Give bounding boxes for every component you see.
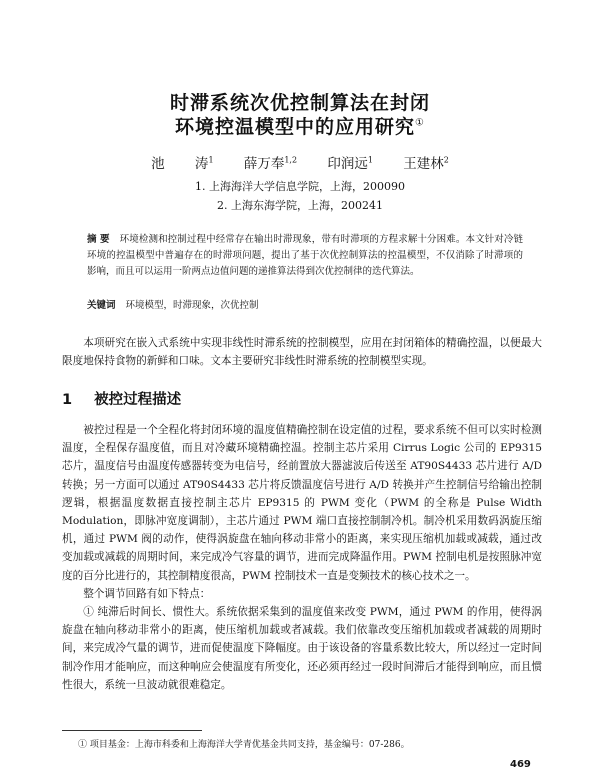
author-name: 印润远	[327, 156, 368, 172]
footnote-mark: ①	[78, 740, 88, 750]
author-name: 池 涛	[151, 156, 209, 172]
footnote	[78, 737, 410, 750]
abstract	[87, 232, 523, 280]
author	[403, 156, 449, 172]
paper-title-line-2	[60, 112, 540, 139]
author-affiliation-mark: 1,2	[284, 155, 298, 165]
author-name: 王建林	[403, 156, 444, 172]
paper-title-line-2-text: 环境控温模型中的应用研究	[175, 116, 416, 138]
section-title: 被控过程描述	[94, 392, 182, 408]
intro-text: 本项研究在嵌入式系统中实现非线性时滞系统的控制模型，应用在封闭箱体的精确控温，以便最大限度地保持食物的新鲜和口味。文本主要研究非线性时滞系统的控制模型实现。	[62, 337, 542, 368]
page-number: 469	[510, 759, 531, 770]
footnote-text: 项目基金：上海市科委和上海海洋大学青优基金共同支持，基金编号：07-286。	[89, 740, 410, 750]
author-affiliation-mark: 1	[208, 155, 214, 165]
author	[327, 156, 373, 172]
paper-title-line-1: 时滞系统次优控制算法在封闭	[169, 92, 430, 114]
abstract-label: 摘 要	[87, 234, 110, 245]
section-number: 1	[62, 392, 73, 408]
intro-paragraph	[62, 334, 542, 370]
author-affiliation-mark: 1	[367, 155, 373, 165]
keywords	[87, 298, 523, 314]
title-footnote-mark: ①	[415, 117, 425, 129]
author-affiliation-mark: 2	[443, 155, 449, 165]
author-list	[60, 152, 540, 172]
section-heading	[62, 388, 203, 409]
affiliation-1: 1. 上海海洋大学信息学院，上海，200090	[195, 180, 405, 193]
section-body	[62, 421, 542, 694]
body-paragraph-1: 被控过程是一个全程化将封闭环境的温度值精确控制在设定值的过程，要求系统不但可以实时检测温度，全程保存温度值，而且对冷藏环境精确控温。控制主芯片采用 Cirrus Logic 公司的 EP9315 芯片，温度信号由温度传感器转变为电信号，经前置放大器滤波后传送至 AT90S4433 芯片进行 A/D 转换；另一方面可以通过 AT90S4433 芯片将反馈温度信号进行 A/D 转换并产生控制信号给输出控制逻辑，根据温度数据直接控制主芯片 EP9315 的 PWM 变化（PWM 的全称是 Pulse Width Modulation，即脉冲宽度调制），主芯片通过 PWM 端口直接控制制冷机。制冷机采用数码涡旋压缩机，通过 PWM 阀的动作，使得涡旋盘在轴向移动非常小的距离，来实现压缩机加载或减载，通过改变加载或减载的周期时间，来完成冷气容量的调节，进而完成降温作用。PWM 控制电机是按照脉冲宽度的百分比进行的，其控制精度很高，PWM 控制技术一直是变频技术的核心技术之一。	[62, 424, 542, 582]
author	[244, 156, 297, 172]
keywords-text: 环境模型，时滞现象，次优控制	[125, 300, 259, 311]
abstract-text: 环境检测和控制过程中经常存在输出时滞现象，带有时滞项的方程求解十分困难。本文针对冷链环境的控温模型中普遍存在的时滞项问题，提出了基于次优控制算法的控温模型，不仅消除了时滞项的影响，而且可以运用一阶两点边值问题的递推算法得到次优控制律的迭代算法。	[87, 234, 523, 277]
author-name: 薛万奉	[243, 156, 285, 172]
footnote-divider	[62, 730, 202, 731]
body-paragraph-2: 整个调节回路有如下特点：	[83, 587, 211, 600]
author	[151, 156, 213, 172]
body-paragraph-3: ① 纯滞后时间长、惯性大。系统依据采集到的温度值来改变 PWM，通过 PWM 的作用，使得涡旋盘在轴向移动非常小的距离，使压缩机加载或者减载。我们依靠改变压缩机加载或者减载的周期时间，来完成冷气量的调节，进而促使温度下降幅度。由于该设备的容量系数比较大，所以经过一定时间制冷作用才能响应，而这种响应会使温度有所变化，还必须再经过一段时间滞后才能得到响应，而且惯性很大，系统一旦波动就很难稳定。	[62, 606, 542, 691]
keywords-label: 关键词	[87, 300, 116, 311]
affiliation-2: 2. 上海东海学院，上海，200241	[217, 199, 383, 212]
